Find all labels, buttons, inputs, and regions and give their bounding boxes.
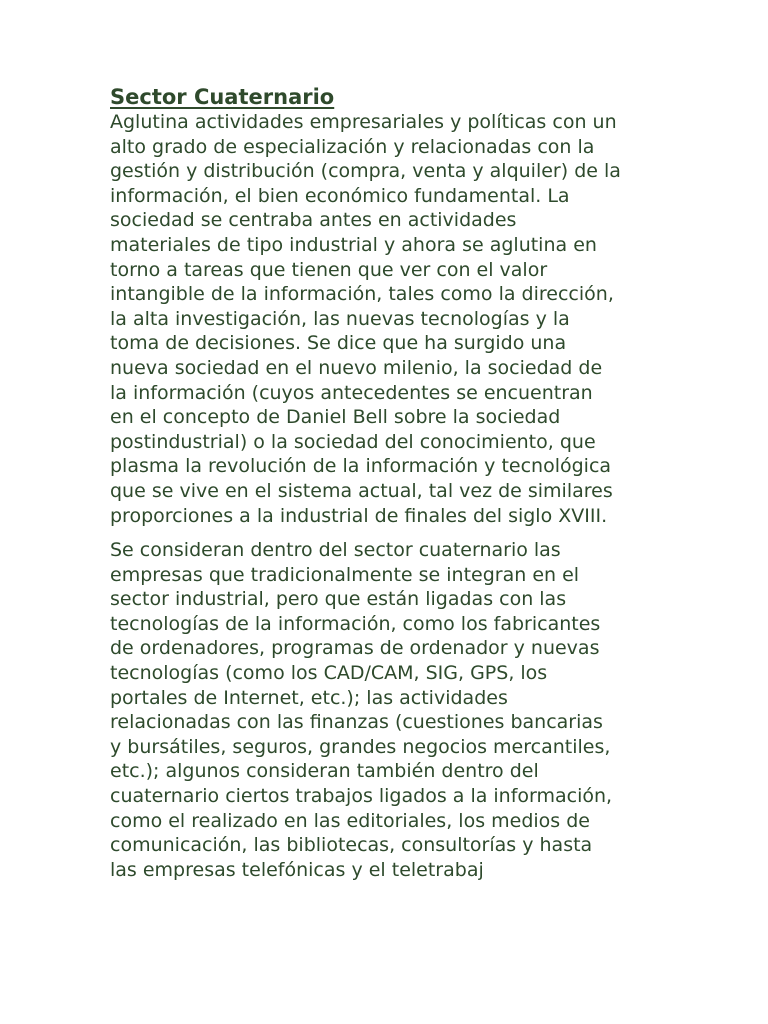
document-page <box>110 84 670 882</box>
paragraph-line: comunicación, las bibliotecas, consultorías y hasta <box>110 834 593 857</box>
paragraph-line: tecnologías (como los CAD/CAM, SIG, GPS, los <box>110 662 548 685</box>
paragraph-line: que se vive en el sistema actual, tal vez de similares <box>110 479 613 502</box>
paragraph-1 <box>110 110 670 528</box>
paragraph-line: materiales de tipo industrial y ahora se aglutina en <box>110 233 597 256</box>
paragraph-line: Se consideran dentro del sector cuaternario las <box>110 539 561 562</box>
paragraph-line: y bursátiles, seguros, grandes negocios mercantiles, <box>110 735 611 758</box>
paragraph-line: sociedad se centraba antes en actividades <box>110 209 517 232</box>
paragraph-line: gestión y distribución (compra, venta y alquiler) de la <box>110 160 621 183</box>
paragraph-line: las empresas telefónicas y el teletrabaj <box>110 858 484 881</box>
paragraph-line: en el concepto de Daniel Bell sobre la sociedad <box>110 406 561 429</box>
paragraph-line: relacionadas con las finanzas (cuestiones bancarias <box>110 711 603 734</box>
paragraph-line: la alta investigación, las nuevas tecnologías y la <box>110 307 570 330</box>
paragraph-line: alto grado de especialización y relacionadas con la <box>110 135 595 158</box>
paragraph-line: intangible de la información, tales como la dirección, <box>110 283 614 306</box>
document-title: Sector Cuaternario <box>110 85 335 109</box>
paragraph-line: plasma la revolución de la información y tecnológica <box>110 455 612 478</box>
paragraph-line: proporciones a la industrial de finales del siglo XVIII. <box>110 504 608 527</box>
paragraph-line: de ordenadores, programas de ordenador y nuevas <box>110 637 600 660</box>
paragraph-line: torno a tareas que tienen que ver con el valor <box>110 258 548 281</box>
paragraph-line: portales de Internet, etc.); las actividades <box>110 686 508 709</box>
paragraph-line: toma de decisiones. Se dice que ha surgido una <box>110 332 567 355</box>
paragraph-line: nueva sociedad en el nuevo milenio, la sociedad de <box>110 356 603 379</box>
paragraph-line: sector industrial, pero que están ligadas con las <box>110 588 567 611</box>
paragraph-line: como el realizado en las editoriales, los medios de <box>110 809 590 832</box>
paragraph-line: postindustrial) o la sociedad del conocimiento, que <box>110 430 596 453</box>
paragraph-line: la información (cuyos antecedentes se encuentran <box>110 381 593 404</box>
paragraph-line: cuaternario ciertos trabajos ligados a la información, <box>110 785 613 808</box>
paragraph-line: información, el bien económico fundamental. La <box>110 184 570 207</box>
paragraph-line: Aglutina actividades empresariales y políticas con un <box>110 111 617 133</box>
paragraph-line: etc.); algunos consideran también dentro del <box>110 760 539 783</box>
paragraph-line: empresas que tradicionalmente se integran en el <box>110 563 580 586</box>
paragraph-line: tecnologías de la información, como los fabricantes <box>110 612 601 635</box>
paragraph-2 <box>110 538 670 882</box>
